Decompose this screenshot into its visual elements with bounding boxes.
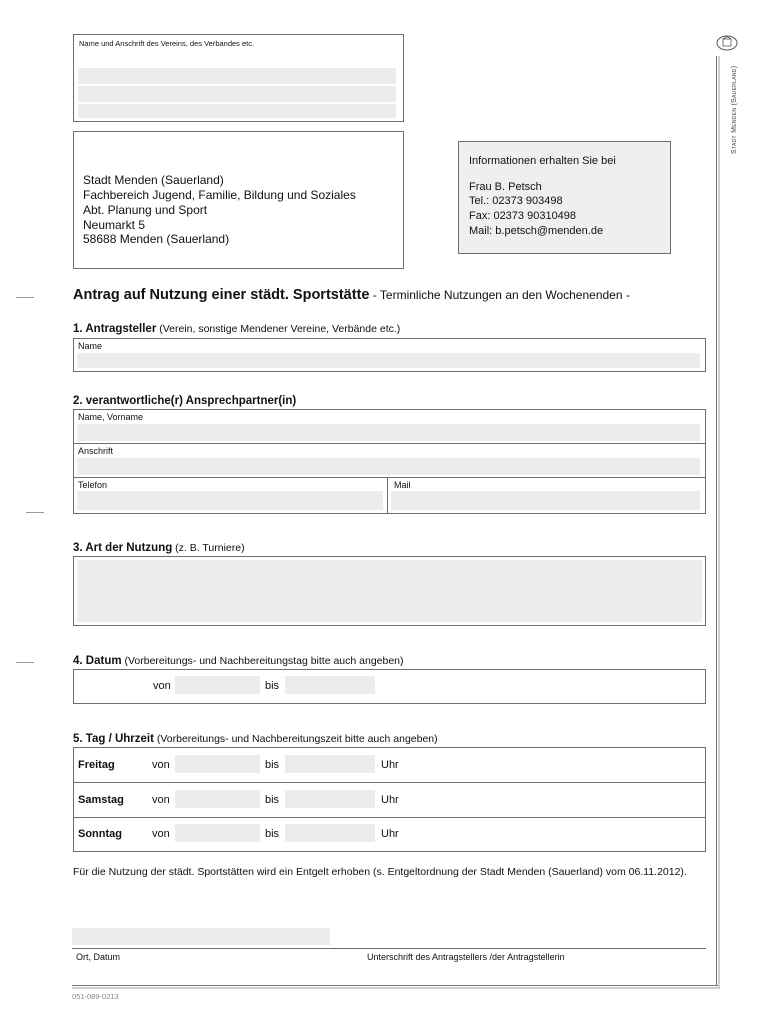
section4-title: 4. Datum: [73, 655, 122, 667]
saturday-from-label: von: [152, 794, 170, 806]
city-logo-icon: [716, 35, 738, 51]
sender-box-label: Name und Anschrift des Vereins, des Verbandes etc.: [79, 39, 255, 48]
date-to-label: bis: [265, 680, 280, 692]
section5-hint: (Vorbereitungs- und Nachbereitungszeit bitte auch angeben): [153, 733, 438, 745]
fold-mark-2: [16, 662, 34, 663]
sender-line-2[interactable]: [78, 86, 396, 102]
fold-mark-1: [16, 297, 34, 298]
section2-divider-vertical: [387, 477, 388, 514]
section3-heading: [73, 542, 245, 554]
contact-address-label: Anschrift: [78, 446, 114, 456]
place-date-input[interactable]: [72, 928, 330, 945]
sunday-unit-label: Uhr: [381, 828, 399, 840]
punch-mark: [26, 512, 44, 513]
fee-note: Für die Nutzung der städt. Sportstätten wird ein Entgelt erhoben (s. Entgeltordnung der Stadt Menden (Sauerland) vom 06.11.2012).: [73, 866, 687, 878]
signature-label: Unterschrift des Antragstellers /der Antragstellerin: [367, 952, 565, 962]
recipient-line-1: Stadt Menden (Sauerland): [83, 173, 224, 187]
section4-heading: [73, 655, 404, 667]
page-frame-right-shadow: [718, 56, 720, 988]
sunday-from-label: von: [152, 828, 170, 840]
page-frame-bottom-shadow: [72, 987, 720, 989]
page-frame-bottom: [72, 985, 718, 986]
contact-name-input[interactable]: [77, 424, 700, 441]
contact-phone-input[interactable]: [77, 491, 383, 510]
info-tel: Tel.: 02373 903498: [469, 195, 563, 207]
saturday-to-input[interactable]: [285, 790, 375, 808]
recipient-line-3: Abt. Planung und Sport: [83, 203, 208, 217]
recipient-line-4: Neumarkt 5: [83, 218, 146, 232]
sunday-to-input[interactable]: [285, 824, 375, 842]
usage-type-input[interactable]: [77, 560, 702, 622]
recipient-line-2: Fachbereich Jugend, Familie, Bildung und Soziales: [83, 188, 356, 202]
section5-heading: [73, 733, 438, 745]
recipient-line-5: 58688 Menden (Sauerland): [83, 232, 230, 246]
place-date-label: Ort, Datum: [76, 952, 121, 962]
section2-heading: [73, 395, 296, 407]
signature-line: [72, 948, 706, 949]
info-mail: Mail: b.petsch@menden.de: [469, 225, 604, 237]
page-title-main: Antrag auf Nutzung einer städt. Sportstätte: [73, 287, 370, 303]
contact-address-input[interactable]: [77, 458, 700, 475]
saturday-from-input[interactable]: [175, 790, 260, 808]
applicant-name-input[interactable]: [77, 353, 700, 368]
section1-title: 1. Antragsteller: [73, 323, 157, 335]
section1-heading: [73, 323, 400, 335]
friday-from-label: von: [152, 759, 170, 771]
friday-to-input[interactable]: [285, 755, 375, 773]
contact-mail-label: Mail: [394, 480, 411, 490]
info-title: Informationen erhalten Sie bei: [469, 155, 616, 167]
section2-title: 2. verantwortliche(r) Ansprechpartner(in): [73, 395, 297, 407]
sunday-from-input[interactable]: [175, 824, 260, 842]
friday-to-label: bis: [265, 759, 280, 771]
sunday-to-label: bis: [265, 828, 280, 840]
friday-from-input[interactable]: [175, 755, 260, 773]
side-city-label: Stadt Menden (Sauerland): [731, 65, 738, 154]
date-to-input[interactable]: [285, 676, 375, 694]
recipient-box: [73, 131, 404, 269]
info-box: [458, 141, 671, 254]
form-code: 051-089-0213: [72, 992, 119, 1001]
section5-divider-2: [73, 817, 706, 818]
page-title: [73, 286, 630, 304]
section1-name-label: Name: [78, 341, 103, 351]
day-sunday-label: Sonntag: [78, 828, 122, 840]
sender-line-1[interactable]: [78, 68, 396, 84]
section1-hint: (Verein, sonstige Mendener Vereine, Verbände etc.): [156, 323, 401, 335]
date-from-label: von: [153, 680, 171, 692]
sender-line-3[interactable]: [78, 104, 396, 118]
section3-hint: (z. B. Turniere): [172, 542, 245, 554]
day-friday-label: Freitag: [78, 759, 115, 771]
date-from-input[interactable]: [175, 676, 260, 694]
day-saturday-label: Samstag: [78, 794, 124, 806]
section2-divider-2: [73, 477, 706, 478]
section4-hint: (Vorbereitungs- und Nachbereitungstag bitte auch angeben): [121, 655, 404, 667]
section5-divider-1: [73, 782, 706, 783]
section5-title: 5. Tag / Uhrzeit: [73, 733, 154, 745]
contact-name-label: Name, Vorname: [78, 412, 144, 422]
contact-mail-input[interactable]: [391, 491, 700, 510]
page-frame-right: [716, 56, 717, 986]
page-title-sub: - Terminliche Nutzungen an den Wochenenden -: [369, 288, 630, 302]
saturday-to-label: bis: [265, 794, 280, 806]
section2-divider-1: [73, 443, 706, 444]
friday-unit-label: Uhr: [381, 759, 399, 771]
info-fax: Fax: 02373 90310498: [469, 210, 577, 222]
saturday-unit-label: Uhr: [381, 794, 399, 806]
info-name: Frau B. Petsch: [469, 181, 542, 193]
contact-phone-label: Telefon: [78, 480, 108, 490]
section3-title: 3. Art der Nutzung: [73, 542, 173, 554]
